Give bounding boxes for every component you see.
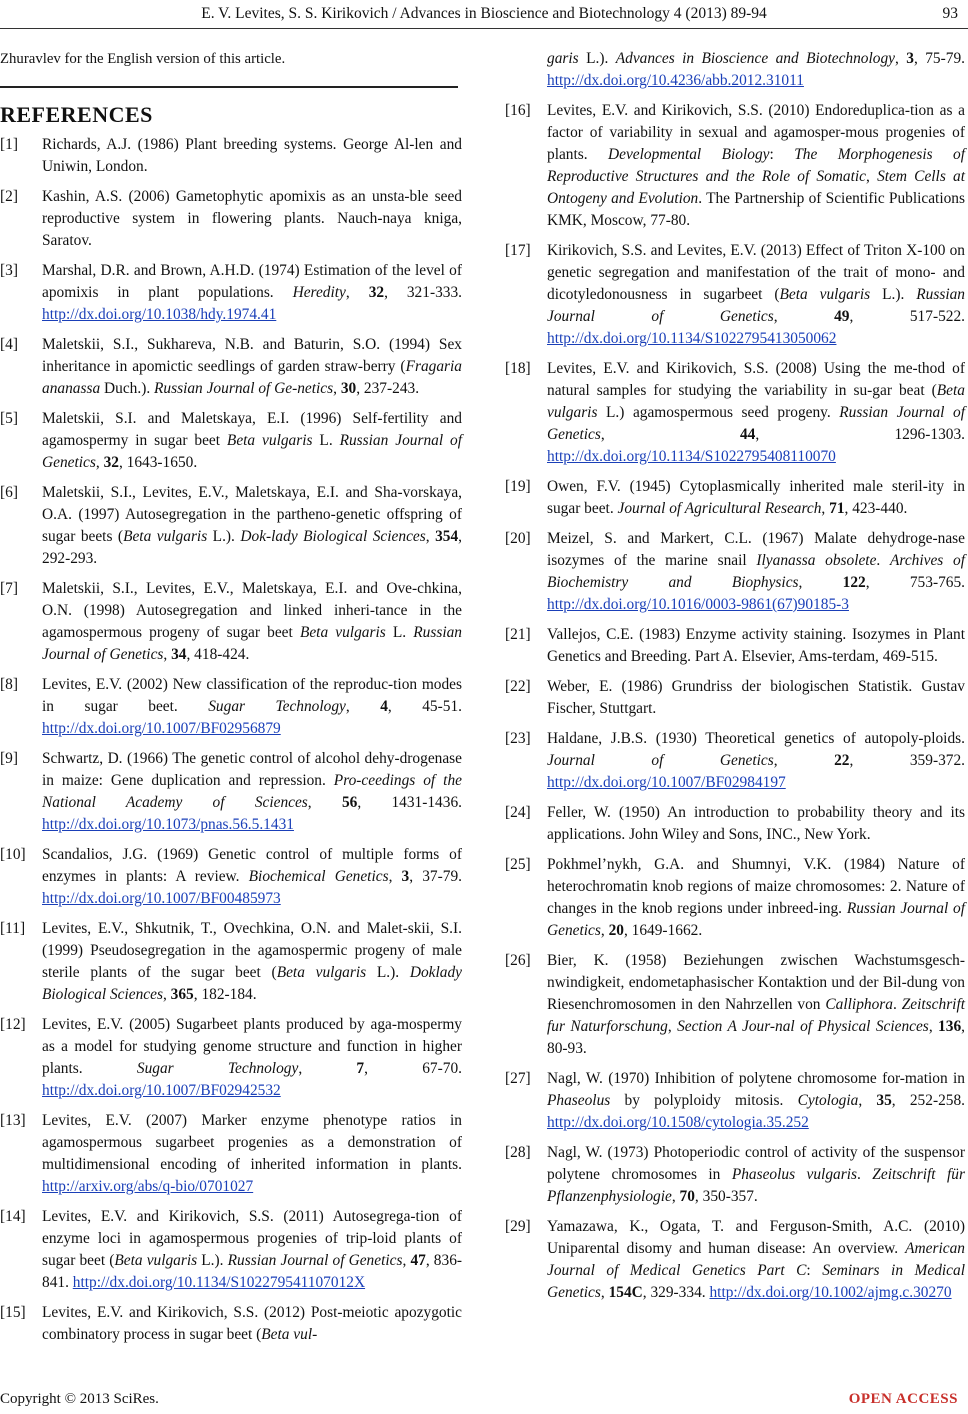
reference-text — [547, 802, 965, 846]
reference-text-run: , 1643-1650. — [118, 454, 198, 471]
reference-text-run: , 37-79. — [409, 868, 462, 885]
reference-text-run: , — [600, 922, 609, 939]
doi-link[interactable]: http://arxiv.org/abs/q-bio/0701027 — [42, 1178, 254, 1195]
reference-text-run: Maletskii, S.I., Sukhareva, N.B. and Baturin, S.O. (1994) Sex inheritance in apomictic seedlings of garden straw-berry ( — [42, 336, 462, 375]
reference-italic-text: Beta vulgaris — [276, 964, 367, 981]
reference-number: [12] — [0, 1016, 26, 1033]
acknowledgement-tail: Zhuravlev for the English version of this article. — [0, 51, 286, 67]
reference-text-run: , 75-79. — [913, 50, 965, 67]
reference-text-run: Schwartz, D. (1966) The genetic control of alcohol dehy-drogenase in maize: Gene duplication and repression. — [42, 750, 462, 789]
reference-text-run: Richards, A.J. (1986) Plant breeding systems. George Al-len and Uniwin, London. — [42, 136, 462, 175]
reference-italic-text: Beta vulgaris — [226, 432, 313, 449]
reference-text — [42, 186, 462, 252]
reference-text — [42, 918, 462, 1006]
reference-text-run: Maletskii, S.I. and Maletskaya, E.I. (1996) Self-fertility and agamospermy in sugar beet — [42, 410, 462, 449]
reference-entry — [505, 528, 965, 616]
reference-entry — [505, 476, 965, 520]
reference-text — [42, 674, 462, 740]
reference-text — [42, 134, 462, 178]
reference-volume: 71 — [829, 500, 845, 517]
reference-text — [42, 482, 462, 570]
doi-link[interactable]: http://dx.doi.org/10.1073/pnas.56.5.1431 — [42, 816, 294, 833]
references-heading: REFERENCES — [0, 102, 153, 127]
reference-number: [24] — [505, 804, 531, 821]
reference-text-run: Levites, E.V. (2002) New classification of the reproduc-tion modes in sugar beet. — [42, 676, 462, 715]
reference-text-run: , — [162, 986, 171, 1003]
reference-text — [42, 1014, 462, 1102]
reference-italic-text: garis — [547, 50, 579, 67]
reference-text — [42, 260, 462, 326]
reference-volume: 354 — [435, 528, 459, 545]
reference-italic-text: Cytologia — [797, 1092, 859, 1109]
reference-italic-text: Developmental Biology — [608, 146, 770, 163]
reference-entry — [0, 1206, 462, 1294]
reference-entry — [0, 1014, 462, 1102]
reference-entry — [0, 1110, 462, 1198]
reference-text-run: Pokhmel’nykh, G.A. and Shumnyi, V.K. (1984) Nature of heterochromatin knob regions of maize chromosomes: 2. Nature of changes in the knob regions under inbreed-ing. — [547, 856, 965, 917]
reference-number: [27] — [505, 1070, 531, 1087]
running-title: E. V. Levites, S. S. Kirikovich / Advances in Bioscience and Biotechnology 4 (2013) 89-94 — [201, 5, 767, 22]
reference-text-run: L. — [312, 432, 340, 449]
reference-italic-text: Russian Journal of Genetics — [42, 624, 463, 663]
doi-link[interactable]: http://dx.doi.org/10.1038/hdy.1974.41 — [42, 306, 277, 323]
header-rule — [0, 28, 968, 29]
doi-link[interactable]: http://dx.doi.org/10.1007/BF02984197 — [547, 774, 786, 791]
reference-number: [17] — [505, 242, 531, 259]
reference-number: [19] — [505, 478, 531, 495]
reference-number: [29] — [505, 1218, 531, 1235]
reference-text — [547, 528, 965, 616]
reference-number: [14] — [0, 1208, 26, 1225]
reference-number: [20] — [505, 530, 531, 547]
reference-entry — [0, 674, 462, 740]
reference-text-run: , 423-440. — [844, 500, 908, 517]
reference-text-run: Levites, E.V. and Kirikovich, S.S. (2012) Post-meiotic apozygotic combinatory process in sugar beet ( — [42, 1304, 462, 1343]
reference-text-run: , 753-765. — [865, 574, 965, 591]
reference-italic-text: Biochemical Genetics — [248, 868, 389, 885]
reference-entry — [0, 918, 462, 1006]
reference-text — [42, 334, 462, 400]
reference-volume: 3 — [906, 50, 914, 67]
reference-italic-text: Fragaria ananassa — [42, 358, 462, 397]
reference-italic-text: Russian Journal of Ge-netics — [154, 380, 334, 397]
reference-text-run: : — [806, 1262, 823, 1279]
doi-link[interactable]: http://dx.doi.org/10.1002/ajmg.c.30270 — [709, 1284, 952, 1301]
reference-number: [18] — [505, 360, 531, 377]
reference-entry — [505, 240, 965, 350]
reference-text-run: by polyploidy mitosis. — [610, 1092, 798, 1109]
reference-entry — [505, 676, 965, 720]
reference-text — [547, 1216, 965, 1304]
reference-text-run: , 350-357. — [694, 1188, 758, 1205]
reference-volume: 7 — [356, 1060, 365, 1077]
reference-text — [42, 1110, 462, 1198]
reference-number: [4] — [0, 336, 18, 353]
reference-italic-text: Russian Journal of Genetics — [547, 404, 965, 443]
reference-entry — [505, 100, 965, 232]
reference-text-run: , — [307, 794, 342, 811]
reference-text-run: , — [345, 284, 369, 301]
reference-text-run: , 418-424. — [186, 646, 250, 663]
reference-text-run: , 1296-1303. — [755, 426, 965, 443]
reference-text-run: , 329-334. — [642, 1284, 710, 1301]
reference-number: [1] — [0, 136, 18, 153]
page-number: 93 — [942, 5, 958, 22]
reference-entry — [505, 950, 965, 1060]
reference-volume: 35 — [876, 1092, 892, 1109]
reference-italic-text: Beta vulgaris — [299, 624, 386, 641]
reference-text-run: , 517-522. — [849, 308, 966, 325]
reference-italic-text: Phaseolus — [547, 1092, 611, 1109]
reference-text-run: , — [866, 168, 878, 185]
reference-text-run: , — [671, 1188, 680, 1205]
reference-text-run: Yamazawa, K., Ogata, T. and Ferguson-Smith, A.C. (2010) Uniparental disomy and human disease: An overview. — [547, 1218, 965, 1257]
reference-volume: 20 — [608, 922, 624, 939]
reference-text-run: , — [821, 500, 830, 517]
reference-text-run: , 67-70. — [364, 1060, 462, 1077]
reference-entry — [505, 854, 965, 942]
reference-number: [7] — [0, 580, 18, 597]
reference-text — [547, 1068, 965, 1134]
reference-text-run: , — [600, 426, 740, 443]
reference-italic-text: Russian Journal of Genetics — [42, 432, 462, 471]
doi-link[interactable]: http://dx.doi.org/10.1134/S102279541107012X — [72, 1274, 366, 1291]
reference-entry — [0, 578, 462, 666]
reference-text-run: , 1431-1436. — [357, 794, 462, 811]
reference-text-run: Meizel, S. and Markert, C.L. (1967) Malate dehydroge-nase isozymes of the marine snail — [547, 530, 965, 569]
reference-italic-text: Beta vulgaris — [547, 382, 965, 421]
reference-text — [42, 1302, 462, 1346]
reference-text-run: , — [858, 1092, 877, 1109]
reference-text-run: , — [163, 646, 172, 663]
reference-text-run: , — [402, 1252, 411, 1269]
reference-text-run: Kashin, A.S. (2006) Gametophytic apomixis as an unsta-ble seed reproductive system in flowering plants. Nauch-naya kniga, Saratov. — [42, 188, 462, 249]
reference-text-run: , — [928, 1018, 939, 1035]
reference-text-run: , 1649-1662. — [623, 922, 703, 939]
doi-link[interactable]: http://dx.doi.org/10.1508/cytologia.35.252 — [547, 1114, 809, 1131]
reference-text-run: Bier, K. (1958) Beziehungen zwischen Wachstumsgesch-nwindigkeit, endometaphasischer Kontaktion und der Bil-dung von Riesenchromosomen in den Nahrzellen von — [547, 952, 965, 1013]
reference-volume: 70 — [679, 1188, 695, 1205]
reference-text-run: , — [388, 868, 402, 885]
reference-volume: 34 — [171, 646, 187, 663]
doi-link[interactable]: http://dx.doi.org/10.1007/BF02942532 — [42, 1082, 281, 1099]
reference-text — [42, 1206, 462, 1294]
reference-entry — [0, 482, 462, 570]
reference-italic-text: Archives of Biochemistry and Biophysics — [547, 552, 965, 591]
left-column — [0, 48, 462, 1354]
reference-italic-text: Seminars in Medical Genetics — [547, 1262, 965, 1301]
reference-entry — [0, 134, 462, 178]
reference-text-run: , — [600, 1284, 609, 1301]
reference-italic-text: Ilyanassa obsolete — [756, 552, 877, 569]
reference-text-run: . The Partnership of Scientific Publications KMK, Moscow, 77-80. — [547, 190, 965, 229]
reference-text-run: Nagl, W. (1973) Photoperiodic control of activity of the suspensor polytene chromosomes in — [547, 1144, 965, 1183]
reference-text-run: Kirikovich, S.S. and Levites, E.V. (2013) Effect of Triton X-100 on genetic segregation and manifestation of the trait of mono- and dicotyledonousness in sugarbeet ( — [547, 242, 965, 303]
reference-italic-text: Beta vul- — [261, 1326, 318, 1343]
reference-number: [13] — [0, 1112, 26, 1129]
reference-text — [547, 240, 965, 350]
reference-text-run: L. — [385, 624, 414, 641]
reference-volume: 49 — [834, 308, 850, 325]
reference-italic-text: Calliphora — [825, 996, 893, 1013]
reference-text-run: Levites, E.V. and Kirikovich, S.S. (2011) Autosegrega-tion of enzyme loci in agamospermous progenies of trip-loid plants of sugar beet ( — [42, 1208, 462, 1269]
reference-text — [42, 748, 462, 836]
reference-text — [547, 1142, 965, 1208]
reference-text-run: L.). — [578, 50, 616, 67]
reference-text-run: , — [798, 574, 843, 591]
reference-text-run: Maletskii, S.I., Levites, E.V., Maletskaya, E.I. and Ove-chkina, O.N. (1998) Autosegregation and linked inheri-tance in the agamospermous progeny of sugar beet — [42, 580, 462, 641]
reference-text-run: Owen, F.V. (1945) Cytoplasmically inherited male steril-ity in sugar beet. — [547, 478, 965, 517]
reference-text — [547, 476, 965, 520]
reference-volume: 44 — [739, 426, 756, 443]
reference-text-run: Levites, E.V., Shkutnik, T., Ovechkina, O.N. and Malet-skii, S.I. (1999) Pseudosegregation in the agamospermic progeny of male sterile plants of the sugar beet ( — [42, 920, 462, 981]
reference-text-run: L.). — [207, 528, 241, 545]
reference-italic-text: Advances in Bioscience and Biotechnology — [615, 50, 895, 67]
reference-text-run: Vallejos, C.E. (1983) Enzyme activity staining. Isozymes in Plant Genetics and Breeding. Part A. Elsevier, Ams-terdam, 469-515. — [547, 626, 965, 665]
reference-text-run: , 237-243. — [356, 380, 420, 397]
reference-text-run: , — [95, 454, 104, 471]
reference-text-run: Duch.). — [100, 380, 155, 397]
reference-text-run: , — [773, 308, 835, 325]
reference-volume: 136 — [938, 1018, 962, 1035]
running-head — [0, 0, 968, 30]
reference-text-run: L.) agamospermous seed progeny. — [597, 404, 840, 421]
reference-entry — [505, 48, 965, 92]
reference-entry — [0, 186, 462, 252]
reference-volume: 122 — [842, 574, 866, 591]
reference-text-run: , — [345, 698, 381, 715]
reference-text-run: L.). — [366, 964, 410, 981]
reference-text — [547, 100, 965, 232]
reference-text-run: , 321-333. — [384, 284, 463, 301]
reference-number: [25] — [505, 856, 531, 873]
reference-number: [10] — [0, 846, 26, 863]
reference-italic-text: Dok-lady Biological Sciences — [240, 528, 426, 545]
reference-number: [8] — [0, 676, 18, 693]
reference-italic-text: Journal of Agricultural Research — [617, 500, 822, 517]
reference-number: [15] — [0, 1304, 26, 1321]
reference-number: [26] — [505, 952, 531, 969]
doi-link[interactable]: http://dx.doi.org/10.1007/BF00485973 — [42, 890, 281, 907]
reference-entry — [0, 408, 462, 474]
reference-text — [547, 358, 965, 468]
reference-volume: 30 — [340, 380, 357, 397]
reference-italic-text: Beta vulgaris — [779, 286, 871, 303]
reference-text-run: Nagl, W. (1970) Inhibition of polytene chromosome for-mation in — [547, 1070, 965, 1087]
reference-italic-text: Sugar Technology — [136, 1060, 299, 1077]
reference-text-run: , 45-51. — [387, 698, 462, 715]
reference-text-run: , 80-93. — [547, 1018, 965, 1057]
reference-entry — [0, 260, 462, 326]
reference-number: [5] — [0, 410, 18, 427]
reference-entry — [505, 728, 965, 794]
reference-italic-text: Beta vulgaris — [123, 528, 208, 545]
reference-text-run: Levites, E.V. (2007) Marker enzyme phenotype ratios in agamospermous sugarbeet progenies as a demonstration of multidimensional encoding of inherited information in plants. — [42, 1112, 462, 1173]
reference-italic-text: Zeitschrift fur Naturforschung — [547, 996, 966, 1035]
reference-italic-text: Section A Jour-nal of Physical Sciences — [677, 1018, 929, 1035]
reference-text-run: : — [769, 146, 795, 163]
reference-volume: 32 — [103, 454, 119, 471]
reference-italic-text: Zeitschrift für Pflanzenphysiologie — [547, 1166, 965, 1205]
reference-italic-text: The Morphogenesis of Reproductive Structures and the Role of Somatic — [547, 146, 965, 185]
reference-entry — [505, 802, 965, 846]
reference-text — [505, 48, 965, 92]
reference-italic-text: Beta vulgaris — [114, 1252, 198, 1269]
doi-link[interactable]: http://dx.doi.org/10.1016/0003-9861(67)90185-3 — [547, 596, 849, 613]
reference-number: [21] — [505, 626, 531, 643]
reference-text-run: , — [667, 1018, 678, 1035]
reference-number: [3] — [0, 262, 18, 279]
reference-text-run: , 292-293. — [42, 528, 463, 567]
reference-text-run: , — [425, 528, 436, 545]
reference-italic-text: Phaseolus vulgaris — [731, 1166, 857, 1183]
reference-volume: 365 — [170, 986, 194, 1003]
reference-entry — [505, 1068, 965, 1134]
reference-italic-text: Sugar Technology — [208, 698, 346, 715]
page-footer — [0, 1388, 968, 1410]
reference-text-run: Maletskii, S.I., Levites, E.V., Maletskaya, E.I. and Sha-vorskaya, O.A. (1997) Autosegregation in the partheno-genetic offspring of sugar beets ( — [42, 484, 462, 545]
reference-text-run: . — [876, 552, 891, 569]
reference-text-run: Levites, E.V. and Kirikovich, S.S. (2010) Endoreduplica-tion as a factor of variability in sexual and agamosper-mous progenies of plants. — [547, 102, 965, 163]
reference-number: [2] — [0, 188, 18, 205]
doi-link[interactable]: http://dx.doi.org/10.1134/S1022795413050062 — [547, 330, 837, 347]
reference-text-run: , — [333, 380, 341, 397]
reference-volume: 32 — [368, 284, 385, 301]
reference-entry — [505, 1142, 965, 1208]
reference-text-run: , 182-184. — [193, 986, 257, 1003]
copyright-notice: Copyright © 2013 SciRes. — [0, 1391, 159, 1407]
reference-entry — [0, 334, 462, 400]
reference-italic-text: Russian Journal of Genetics — [547, 900, 965, 939]
reference-text-run: . — [856, 1166, 873, 1183]
doi-link[interactable]: http://dx.doi.org/10.1007/BF02956879 — [42, 720, 281, 737]
reference-text — [42, 844, 462, 910]
references-list-right — [505, 48, 965, 1304]
reference-volume: 47 — [410, 1252, 426, 1269]
open-access-badge: OPEN ACCESS — [848, 1391, 958, 1407]
reference-italic-text: Stem Cells at Ontogeny and Evolution — [547, 168, 965, 207]
reference-number: [16] — [505, 102, 531, 119]
reference-number: [11] — [0, 920, 26, 937]
reference-entry — [505, 358, 965, 468]
reference-text-run: L.). — [197, 1252, 228, 1269]
reference-italic-text: American Journal of Medical Genetics Part C — [547, 1240, 965, 1279]
reference-text-run: , 359-372. — [849, 752, 966, 769]
reference-text — [547, 950, 965, 1060]
reference-text — [42, 578, 462, 666]
reference-number: [6] — [0, 484, 18, 501]
reference-text-run: Haldane, J.B.S. (1930) Theoretical genetics of autopoly-ploids. — [547, 730, 965, 747]
doi-link[interactable]: http://dx.doi.org/10.4236/abb.2012.31011 — [547, 72, 804, 89]
reference-text — [547, 854, 965, 942]
reference-text — [547, 676, 965, 720]
reference-text-run: , 836-841. — [42, 1252, 463, 1291]
reference-number: [22] — [505, 678, 531, 695]
reference-text-run: L.). — [870, 286, 917, 303]
reference-italic-text: Heredity — [292, 284, 346, 301]
reference-text-run: Levites, E.V. and Kirikovich, S.S. (2008) Using the me-thod of natural samples for studying the variability in su-gar beat ( — [547, 360, 965, 399]
reference-text-run: , 252-258. — [891, 1092, 965, 1109]
reference-italic-text: Russian Journal of Genetics — [227, 1252, 403, 1269]
reference-text — [547, 728, 965, 794]
reference-italic-text: Doklady Biological Sciences — [42, 964, 463, 1003]
reference-text-run: , — [298, 1060, 357, 1077]
reference-text-run: , — [773, 752, 835, 769]
section-divider — [0, 86, 458, 88]
reference-text-run: , — [894, 50, 907, 67]
reference-entry — [505, 1216, 965, 1304]
reference-text-run: Levites, E.V. (2005) Sugarbeet plants produced by aga-mospermy as a model for studying genome structure and function in higher plants. — [42, 1016, 462, 1077]
doi-link[interactable]: http://dx.doi.org/10.1134/S1022795408110070 — [547, 448, 836, 465]
reference-volume: 22 — [834, 752, 850, 769]
reference-number: [9] — [0, 750, 18, 767]
reference-text-run: Feller, W. (1950) An introduction to probability theory and its applications. John Wiley and Sons, INC., New York. — [547, 804, 965, 843]
reference-entry — [0, 844, 462, 910]
reference-volume: 3 — [401, 868, 410, 885]
reference-number: [28] — [505, 1144, 531, 1161]
reference-text-run: . — [892, 996, 902, 1013]
reference-entry — [0, 748, 462, 836]
reference-text — [547, 624, 965, 668]
reference-italic-text: Journal of Genetics — [547, 752, 774, 769]
reference-number: [23] — [505, 730, 531, 747]
reference-italic-text: Russian Journal of Genetics — [547, 286, 965, 325]
reference-entry — [0, 1302, 462, 1346]
reference-text-run: Scandalios, J.G. (1969) Genetic control of multiple forms of enzymes in plants: A review. — [42, 846, 462, 885]
reference-text-run: Marshal, D.R. and Brown, A.H.D. (1974) Estimation of the level of apomixis in plant populations. — [42, 262, 462, 301]
reference-volume: 56 — [341, 794, 358, 811]
right-column — [505, 48, 965, 1312]
references-list-left — [0, 134, 462, 1346]
reference-text-run: Weber, E. (1986) Grundriss der biologischen Statistik. Gustav Fischer, Stuttgart. — [547, 678, 965, 717]
reference-volume: 4 — [380, 698, 388, 715]
reference-text — [42, 408, 462, 474]
reference-volume: 154C — [608, 1284, 643, 1301]
reference-entry — [505, 624, 965, 668]
reference-italic-text: Pro-ceedings of the National Academy of Sciences — [42, 772, 462, 811]
